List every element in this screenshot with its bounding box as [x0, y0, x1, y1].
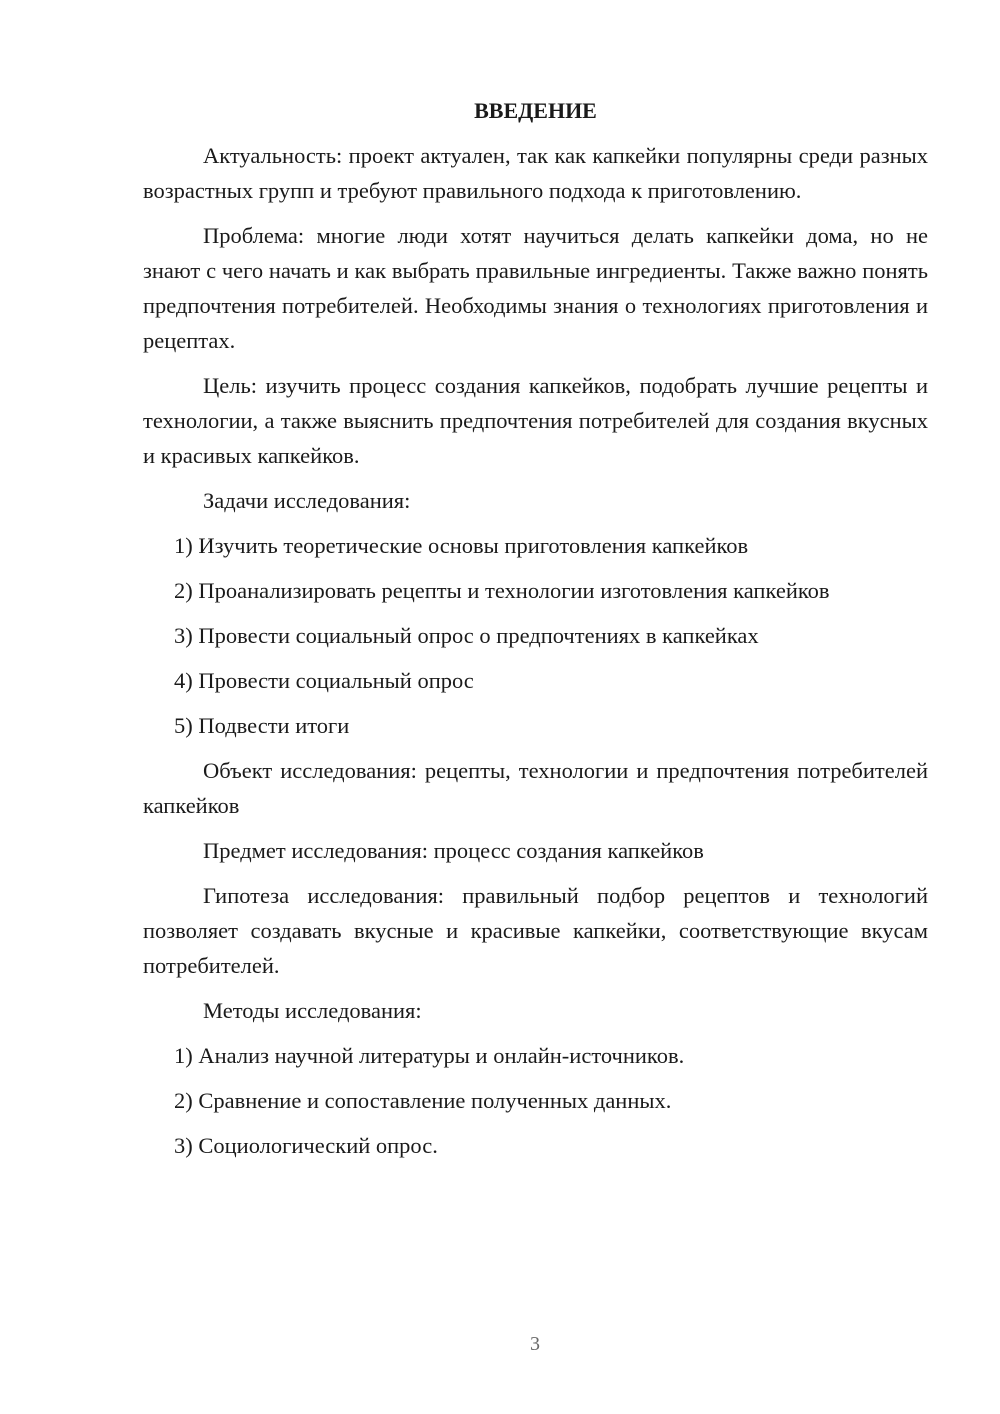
page-number: 3 — [530, 1333, 540, 1355]
methods-title: Методы исследования: — [203, 998, 422, 1023]
method-item-1: 1) Анализ научной литературы и онлайн-источников. — [174, 1043, 685, 1068]
method-item-3: 3) Социологический опрос. — [174, 1133, 438, 1158]
tasks-title: Задачи исследования: — [203, 488, 411, 513]
task-item-4: 4) Провести социальный опрос — [174, 668, 474, 693]
problem-paragraph: Проблема: многие люди хотят научиться делать капкейки дома, но не знают с чего начать и как выбрать правильные ингредиенты. Также важно понять предпочтения потребителей. Необходимы знания о технологиях приготовления и рецептах. — [143, 223, 928, 353]
page-content — [143, 94, 928, 1173]
task-item-1: 1) Изучить теоретические основы приготовления капкейков — [174, 533, 749, 558]
goal-paragraph: Цель: изучить процесс создания капкейков, подобрать лучшие рецепты и технологии, а также выяснить предпочтения потребителей для создания вкусных и красивых капкейков. — [143, 373, 928, 468]
method-item-2: 2) Сравнение и сопоставление полученных данных. — [174, 1088, 672, 1113]
subject-paragraph: Предмет исследования: процесс создания капкейков — [203, 838, 704, 863]
section-heading: ВВЕДЕНИЕ — [474, 98, 597, 123]
task-item-3: 3) Провести социальный опрос о предпочтениях в капкейках — [174, 623, 759, 648]
hypothesis-paragraph: Гипотеза исследования: правильный подбор рецептов и технологий позволяет создавать вкусные и красивые капкейки, соответствующие вкусам потребителей. — [143, 883, 928, 978]
object-paragraph: Объект исследования: рецепты, технологии и предпочтения потребителей капкейков — [143, 758, 928, 818]
task-item-5: 5) Подвести итоги — [174, 713, 350, 738]
relevance-paragraph: Актуальность: проект актуален, так как капкейки популярны среди разных возрастных групп и требуют правильного подхода к приготовлению. — [143, 143, 928, 203]
task-item-2: 2) Проанализировать рецепты и технологии изготовления капкейков — [174, 578, 830, 603]
